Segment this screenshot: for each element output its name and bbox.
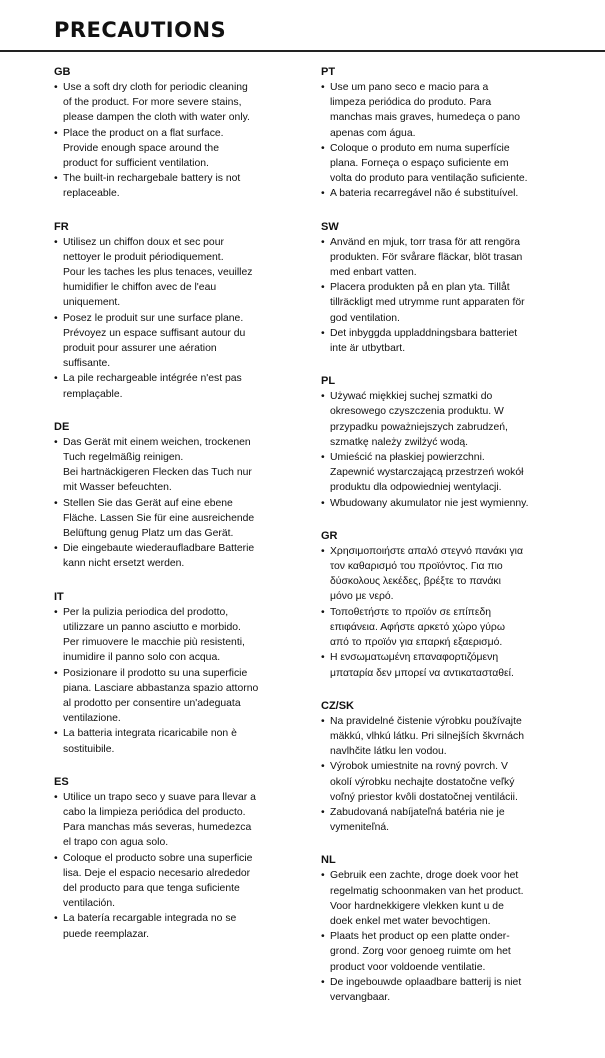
precaution-text-line: ventilación. [63,898,115,910]
precaution-item [321,450,581,496]
precaution-item [54,371,306,401]
precaution-text-line: • Plaats het product op een platte onder- [330,931,510,943]
precaution-text-line: ventilazione. [63,713,121,725]
precaution-text-line: • A bateria recarregável não é substituível. [330,188,519,200]
language-code: PL [321,375,336,388]
precaution-item [54,311,306,372]
language-section [54,65,306,202]
precaution-text-line: przypadku poważniejszych zabrudzeń, [330,421,508,433]
precaution-item [321,326,581,356]
precaution-text-line: plana. Forneça o espaço suficiente em [330,158,509,170]
precaution-item [321,389,581,450]
precaution-text-line: mit Wasser befeuchten. [63,482,172,494]
precaution-text-line: voľný priestor kvôli dostatočnej ventilácii. [330,791,518,803]
precaution-list [321,235,581,357]
precaution-text-line: • Det inbyggda uppladdningsbara batteriet [330,327,518,339]
language-section [54,220,306,402]
language-section [321,853,581,1005]
precaution-text-line: • Utilisez un chiffon doux et sec pour [63,236,224,248]
precaution-text-line: Voor hardnekkigere vlekken kunt u de [330,900,504,912]
precaution-item [321,280,581,326]
precaution-list [54,435,306,572]
precaution-item [321,496,581,511]
precaution-text-line: vervangbaar. [330,991,391,1003]
precaution-text-line: inumidire il panno solo con acqua. [63,652,221,664]
precaution-text-line: of the product. For more severe stains, [63,97,242,109]
precaution-text-line: • Use a soft dry cloth for periodic cleaning [63,82,248,93]
precaution-text-line: el trapo con agua solo. [63,837,169,849]
precaution-text-line: produkten. För svårare fläckar, blöt trasan [330,251,523,263]
precaution-text-line: • La batteria integrata ricaricabile non è [63,728,237,740]
precaution-item [54,235,306,311]
precaution-item [321,929,581,975]
precaution-text-line: replaceable. [63,188,120,200]
precaution-item [54,171,306,201]
precaution-text-line: szmatkę należy zwilżyć wodą. [330,436,469,448]
precaution-list [321,714,581,836]
precaution-text-line: produktu dla odpowiedniej wentylacji. [330,482,502,494]
precaution-text-line: suffisante. [63,358,111,370]
precaution-text-line: • Gebruik een zachte, droge doek voor het [330,870,519,882]
precaution-list [321,868,581,1005]
precaution-text-line: • Η ενσωματωμένη επαναφορτιζόμενη [330,652,499,664]
precaution-text-line: • Använd en mjuk, torr trasa för att rengöra [330,236,521,248]
precaution-text-line: puede reemplazar. [63,928,150,940]
language-code: DE [54,420,70,433]
precaution-list [54,235,306,402]
precaution-text-line: del producto para que tenga suficiente [63,882,240,894]
precaution-text-line: • Use um pano seco e macio para a [330,82,489,93]
precaution-text-line: Para manchas más severas, humedezca [63,822,252,834]
precaution-item [54,605,306,666]
precaution-list [54,605,306,757]
precaution-text-line: al prodotto per consentire un'adeguata [63,697,241,709]
precaution-text-line: doek enkel met water bevochtigen. [330,915,491,927]
precaution-text-line: • Wbudowany akumulator nie jest wymienny. [330,497,529,509]
precaution-text-line: Provide enough space around the [63,142,219,154]
precaution-item [321,868,581,929]
precaution-text-line: manchas mais graves, humedeça o pano [330,112,521,124]
language-code: GR [321,529,338,542]
language-code: IT [54,590,64,603]
precaution-text-line: Fläche. Lassen Sie für eine ausreichende [63,512,255,524]
language-section [321,529,581,681]
precaution-list [321,80,581,202]
precaution-text-line: tillräckligt med utrymme runt apparaten för [330,297,525,309]
precaution-text-line: • The built-in rechargebale battery is not [63,173,241,185]
precaution-text-line: med enbart vatten. [330,267,417,279]
precaution-text-line: humidifier le chiffon avec de l'eau [63,282,217,294]
precaution-text-line: • Place the product on a flat surface. [63,127,224,139]
precaution-text-line: Prévoyez un espace suffisant autour du [63,327,246,339]
precaution-text-line: regelmatig schoonmaken van het product. [330,885,524,897]
precaution-text-line: • Umieścić na płaskiej powierzchni. [330,452,485,464]
precaution-text-line: utilizzare un panno asciutto e morbido. [63,621,241,633]
title-divider [0,50,605,52]
precaution-text-line: από το προϊόν για επαρκή εξαερισμό. [330,637,503,649]
precaution-text-line: • Posizionare il prodotto su una superficie [63,667,248,679]
precaution-list [54,790,306,942]
precaution-text-line: uniquement. [63,297,121,309]
precaution-text-line: • Τοποθετήστε το προϊόν σε επίπεδη [330,606,492,618]
precaution-text-line: cabo la limpieza periódica del producto. [63,806,246,818]
precaution-text-line: navlhčite látku len vodou. [330,746,447,758]
precaution-text-line: apenas com água. [330,127,416,139]
precaution-item [54,666,306,727]
language-section [54,420,306,572]
page-title: PRECAUTIONS [54,18,227,42]
language-section [321,220,581,357]
precaution-item [321,80,581,141]
language-section [321,699,581,836]
precaution-text-line: produit pour assurer une aération [63,343,217,355]
precaution-item [321,805,581,835]
precaution-text-line: grond. Zorg voor genoeg ruimte om het [330,946,511,958]
precaution-item [321,605,581,651]
precaution-text-line: Zapewnić wystarczającą przestrzeń wokół [330,467,524,479]
language-code: FR [54,220,69,233]
precaution-item [54,790,306,851]
precaution-text-line: • Výrobok umiestnite na rovný povrch. V [330,761,508,773]
language-section [54,590,306,757]
language-section [321,374,581,511]
precaution-text-line: lisa. Deje el espacio necesario alrededor [63,867,251,879]
precaution-text-line: τον καθαρισμό του προϊόντος. Για πιο [330,561,503,573]
precaution-text-line: product voor voldoende ventilatie. [330,961,486,973]
precaution-item [54,435,306,496]
precaution-text-line: kann nicht ersetzt werden. [63,558,185,570]
precaution-item [54,541,306,571]
language-code: CZ/SK [321,699,354,712]
precaution-text-line: • Używać miękkiej suchej szmatki do [330,391,493,403]
precaution-text-line: • Stellen Sie das Gerät auf eine ebene [63,497,233,509]
precaution-item [54,726,306,756]
precaution-text-line: • Per la pulizia periodica del prodotto, [63,606,229,618]
precaution-text-line: μόνο με νερό. [330,591,394,603]
precaution-text-line: • Utilice un trapo seco y suave para llevar a [63,791,256,803]
precaution-text-line: okresowego czyszczenia produktu. W [330,406,504,418]
precaution-list [54,80,306,202]
precaution-item [321,714,581,760]
precaution-text-line: piana. Lasciare abbastanza spazio attorno [63,682,259,694]
precaution-text-line: • Χρησιμοποιήστε απαλό στεγνό πανάκι για [330,545,523,557]
precaution-text-line: δύσκολους λεκέδες, βρέξτε το πανάκι [330,576,501,588]
language-code: NL [321,854,336,867]
precaution-item [54,80,306,126]
precaution-text-line: • Na pravidelné čistenie výrobku používajte [330,715,522,727]
precaution-text-line: • La pile rechargeable intégrée n'est pas [63,373,242,385]
precaution-text-line: volta do produto para ventilação suficiente. [330,173,528,185]
precaution-text-line: god ventilation. [330,312,400,324]
right-column [321,65,581,1023]
precaution-text-line: mäkkú, vlhkú látku. Pri silnejších škvrnách [330,730,525,742]
precaution-item [321,141,581,187]
precaution-text-line: • Coloque o produto em numa superfície [330,142,510,154]
precaution-text-line: • Placera produkten på en plan yta. Tillåt [330,282,510,294]
precaution-text-line: Tuch regelmäßig reinigen. [63,452,184,464]
precaution-text-line: inte är utbytbart. [330,343,406,355]
precaution-text-line: product for sufficient ventilation. [63,158,209,170]
precaution-text-line: sostituibile. [63,743,115,755]
precaution-text-line: Bei hartnäckigeren Flecken das Tuch nur [63,467,252,479]
precaution-text-line: okolí výrobku nechajte dostatočne veľký [330,776,515,788]
precaution-text-line: • Zabudovaná nabíjateľná batéria nie je [330,806,505,818]
precaution-list [321,389,581,511]
precaution-text-line: Per rimuovere le macchie più resistenti, [63,637,245,649]
language-section [54,775,306,942]
precaution-item [54,911,306,941]
language-code: SW [321,220,339,233]
precaution-text-line: επιφάνεια. Αφήστε αρκετό χώρο γύρω [330,621,505,633]
precaution-text-line: • Posez le produit sur une surface plane. [63,312,244,324]
precaution-item [321,975,581,1005]
precaution-text-line: μπαταρία δεν μπορεί να αντικατασταθεί. [330,667,514,679]
language-code: ES [54,775,69,788]
language-code: PT [321,66,336,78]
left-column [54,65,306,960]
precaution-text-line: • La batería recargable integrada no se [63,913,237,925]
precaution-text-line: vymeniteľná. [330,822,390,834]
precaution-item [321,650,581,680]
language-code: GB [54,66,71,78]
precaution-list [321,544,581,681]
precaution-item [54,496,306,542]
precaution-text-line: limpeza periódica do produto. Para [330,97,492,109]
precaution-item [321,544,581,605]
precaution-text-line: nettoyer le produit périodiquement. [63,251,224,263]
precaution-item [54,126,306,172]
precaution-text-line: Belüftung genug Platz um das Gerät. [63,528,234,540]
precaution-text-line: • Das Gerät mit einem weichen, trockenen [63,436,251,448]
precaution-text-line: please dampen the cloth with water only. [63,112,250,124]
precaution-item [321,759,581,805]
language-section [321,65,581,202]
precaution-item [321,235,581,281]
precaution-text-line: remplaçable. [63,388,123,400]
precaution-text-line: • De ingebouwde oplaadbare batterij is niet [330,976,522,988]
precaution-text-line: • Die eingebaute wiederaufladbare Batterie [63,543,255,555]
precaution-text-line: Pour les taches les plus tenaces, veuillez [63,267,253,279]
precaution-item [321,186,581,201]
precaution-item [54,851,306,912]
precaution-text-line: • Coloque el producto sobre una superficie [63,852,253,864]
